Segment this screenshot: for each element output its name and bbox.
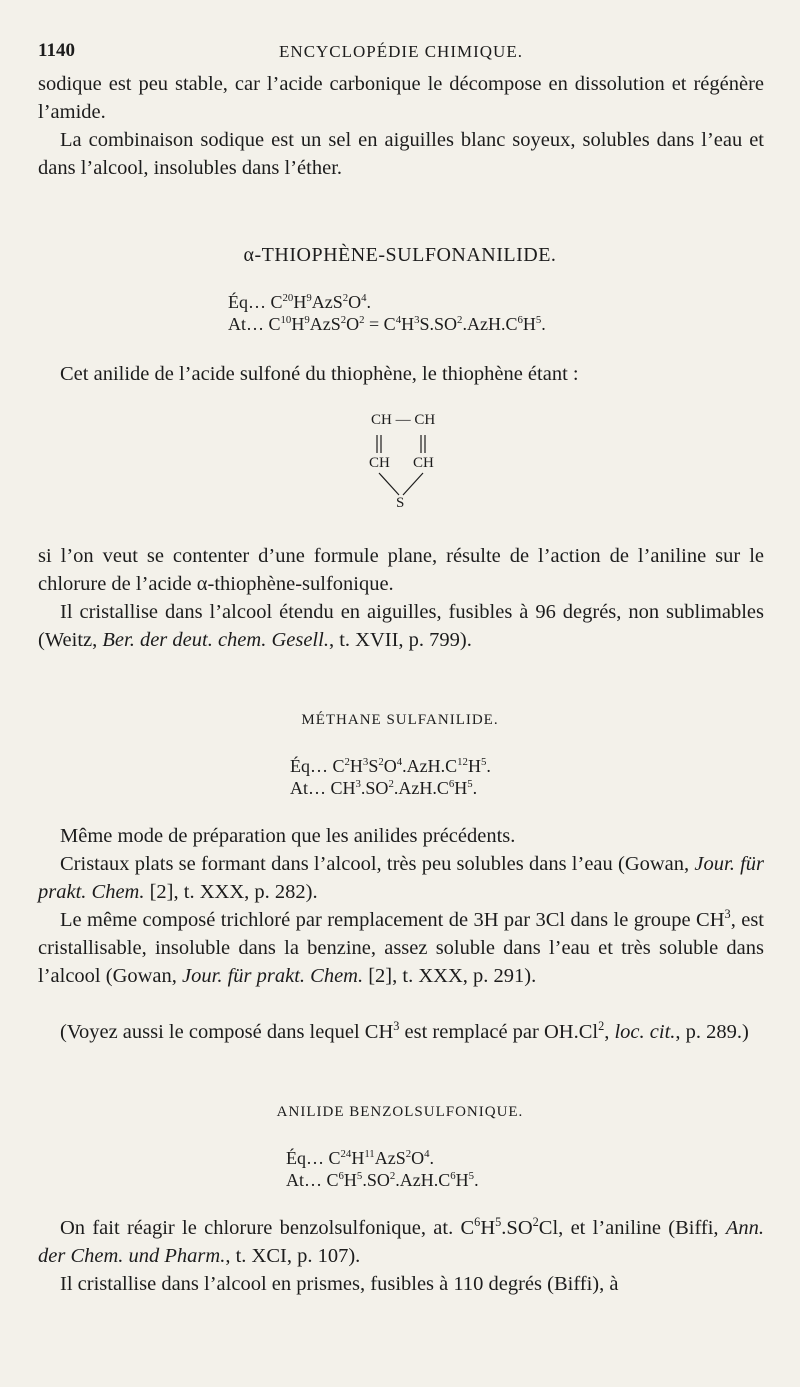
- paragraph-thiophene-formation: si l’on veut se contenter d’une formule plane, résulte de l’action de l’aniline sur le chlorure de l’acide α-thiophène-sulfonique.: [38, 545, 764, 595]
- paragraph-continuation: sodique est peu stable, car l’acide carbonique le décompose en dissolution et régénère l’amide.: [38, 73, 764, 123]
- formula-at-value: $C^{10}H^9AzS^2O^2 = C^4H^3S.SO^2.AzH.C^6H^5$.: [268, 314, 546, 334]
- formula-eq: [228, 291, 371, 313]
- section-title-methane: MÉTHANE SULFANILIDE.: [301, 712, 499, 728]
- paragraph-methane-prep: Même mode de préparation que les anilides précédents.: [60, 825, 516, 847]
- formula-at-value: $C^6H^5.SO^2.AzH.C^6H^5$.: [326, 1170, 479, 1190]
- formula-at: [286, 1169, 479, 1191]
- formula-at-label: At…: [228, 314, 264, 334]
- formula-at-label: At…: [286, 1170, 322, 1190]
- paragraph-benzol-prep: On fait réagir le chlorure benzolsulfonique, at. $C^6H^5.SO^2Cl$, et l’aniline (Biffi, Ann. der Chem. und Pharm., t. XCI, p. 107).: [38, 1215, 764, 1267]
- paragraph-methane-crystals: Cristaux plats se formant dans l’alcool, très peu solubles dans l’eau (Gowan, Jour. für prakt. Chem. [2], t. XXX, p. 282).: [38, 853, 764, 903]
- formula-eq-value: $C^{20}H^9AzS^2O^4$.: [270, 292, 372, 312]
- paragraph-methane-trichloro: Le même composé trichloré par remplacement de 3H par 3Cl dans le groupe $CH^3$, est cristallisable, insoluble dans la benzine, assez soluble dans l’eau et très soluble dans l’alcool (Gowan, Jour. für prakt. Chem. [2], t. XXX, p. 291).: [38, 907, 764, 987]
- formula-eq: [290, 755, 491, 777]
- formula-eq-label: Éq…: [228, 292, 266, 312]
- running-title: ENCYCLOPÉDIE CHIMIQUE.: [279, 42, 523, 61]
- formula-at-value: $CH^3.SO^2.AzH.C^6H^5$.: [330, 778, 478, 798]
- formula-eq-value: $C^2H^3S^2O^4.AzH.C^{12}H^5$.: [332, 756, 491, 776]
- section-title-benzol: ANILIDE BENZOLSULFONIQUE.: [276, 1104, 524, 1120]
- paragraph-thiophene-properties: Il cristallise dans l’alcool étendu en aiguilles, fusibles à 96 degrés, non sublimables (Weitz, Ber. der deut. chem. Gesell., t. XVII, p. 799).: [38, 601, 764, 651]
- paragraph-methane-see-also: (Voyez aussi le composé dans lequel $CH^3$ est remplacé par OH.Cl$^2$, loc. cit., p. 289.): [60, 1019, 749, 1043]
- structure-left: CH: [369, 455, 390, 471]
- formula-eq-label: Éq…: [290, 756, 328, 776]
- formula-at: [228, 313, 546, 335]
- structure-bottom: S: [396, 495, 405, 511]
- page-header: [38, 40, 764, 64]
- page-number: 1140: [38, 40, 75, 61]
- section-title-thiophene: α-THIOPHÈNE-SULFONANILIDE.: [243, 244, 557, 266]
- paragraph-benzol-crystals: Il cristallise dans l’alcool en prismes, fusibles à 110 degrés (Biffi), à: [60, 1273, 619, 1295]
- formula-at-label: At…: [290, 778, 326, 798]
- formula-eq: [286, 1147, 434, 1169]
- formula-at: [290, 777, 477, 799]
- paragraph-thiophene-intro: Cet anilide de l’acide sulfoné du thiophène, le thiophène étant :: [60, 363, 579, 385]
- formula-eq-label: Éq…: [286, 1148, 324, 1168]
- structure-right: CH: [413, 455, 434, 471]
- structure-top: CH — CH: [371, 412, 436, 428]
- paragraph-sodium-salt: La combinaison sodique est un sel en aiguilles blanc soyeux, solubles dans l’eau et dans l’alcool, insolubles dans l’éther.: [38, 129, 764, 179]
- formula-eq-value: $C^{24}H^{11}AzS^2O^4$.: [328, 1148, 435, 1168]
